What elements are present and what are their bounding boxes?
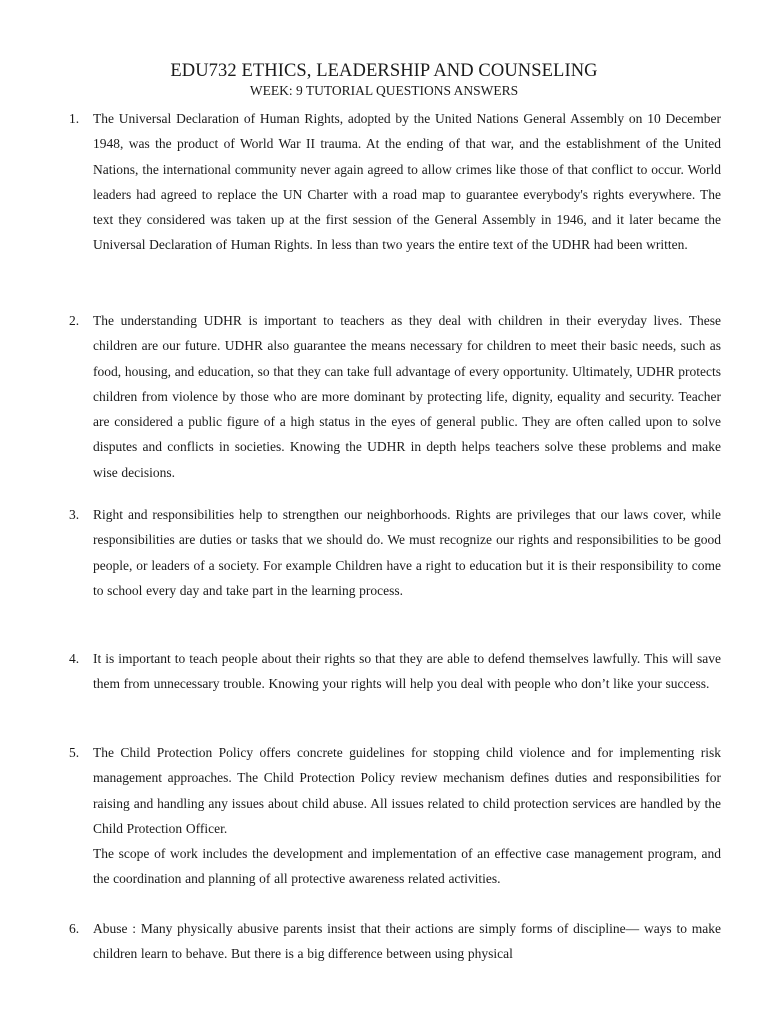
item-paragraph: It is important to teach people about their rights so that they are able to defend themselves lawfully. This will save them from unnecessary trouble. Knowing your rights will help you deal with people who don’t like your success.	[93, 651, 721, 692]
item-paragraph: The understanding UDHR is important to teachers as they deal with children in their everyday lives. These children are our future. UDHR also guarantee the means necessary for children to meet their basic needs, such as food, housing, and education, so that they can take full advantage of every opportunity. Ultimately, UDHR protects children from violence by those who are more dominant by protecting life, dignity, equality and security. Teacher are considered a public figure of a high status in the eyes of general public. They are often called upon to solve disputes and conflicts in societies. Knowing the UDHR in depth helps teachers solve these problems and make wise decisions.	[93, 313, 721, 480]
item-number: 6.	[69, 921, 80, 936]
answer-item-4	[65, 646, 721, 697]
item-number: 2.	[69, 313, 80, 328]
answer-item-2	[65, 308, 721, 485]
item-paragraph: Right and responsibilities help to strengthen our neighborhoods. Rights are privileges that our laws cover, while responsibilities are duties or tasks that we should do. We must recognize our rights and responsibilities to be good people, or leaders of a society. For example Children have a right to education but it is their responsibility to come to school every day and take part in the learning process.	[93, 507, 721, 598]
item-number: 4.	[69, 651, 80, 666]
item-paragraph: The scope of work includes the development and implementation of an effective case management program, and the coordination and planning of all protective awareness related activities.	[93, 846, 721, 887]
item-number: 5.	[69, 745, 80, 760]
item-paragraph: The Universal Declaration of Human Rights, adopted by the United Nations General Assembly on 10 December 1948, was the product of World War II trauma. At the ending of that war, and the establishment of the United Nations, the international community never again agreed to allow crimes like those of that conflict to occur. World leaders had agreed to replace the UN Charter with a road map to guarantee everybody's rights everywhere. The text they considered was taken up at the first session of the General Assembly in 1946, and it later became the Universal Declaration of Human Rights. In less than two years the entire text of the UDHR had been written.	[93, 111, 721, 253]
answer-item-1	[65, 106, 721, 258]
item-number: 1.	[69, 111, 80, 126]
item-paragraph: Abuse : Many physically abusive parents insist that their actions are simply forms of discipline— ways to make children learn to behave. But there is a big difference between using physical	[93, 921, 721, 962]
document-subtitle: WEEK: 9 TUTORIAL QUESTIONS ANSWERS	[249, 83, 519, 98]
item-number: 3.	[69, 507, 80, 522]
answer-item-3	[65, 502, 721, 603]
document-title: EDU732 ETHICS, LEADERSHIP AND COUNSELING	[170, 61, 598, 81]
answer-item-5	[65, 740, 721, 892]
item-paragraph: The Child Protection Policy offers concrete guidelines for stopping child violence and for implementing risk management approaches. The Child Protection Policy review mechanism defines duties and responsibilities for raising and handling any issues about child abuse. All issues related to child protection services are handled by the Child Protection Officer.	[93, 745, 721, 836]
answer-item-6	[65, 916, 721, 967]
